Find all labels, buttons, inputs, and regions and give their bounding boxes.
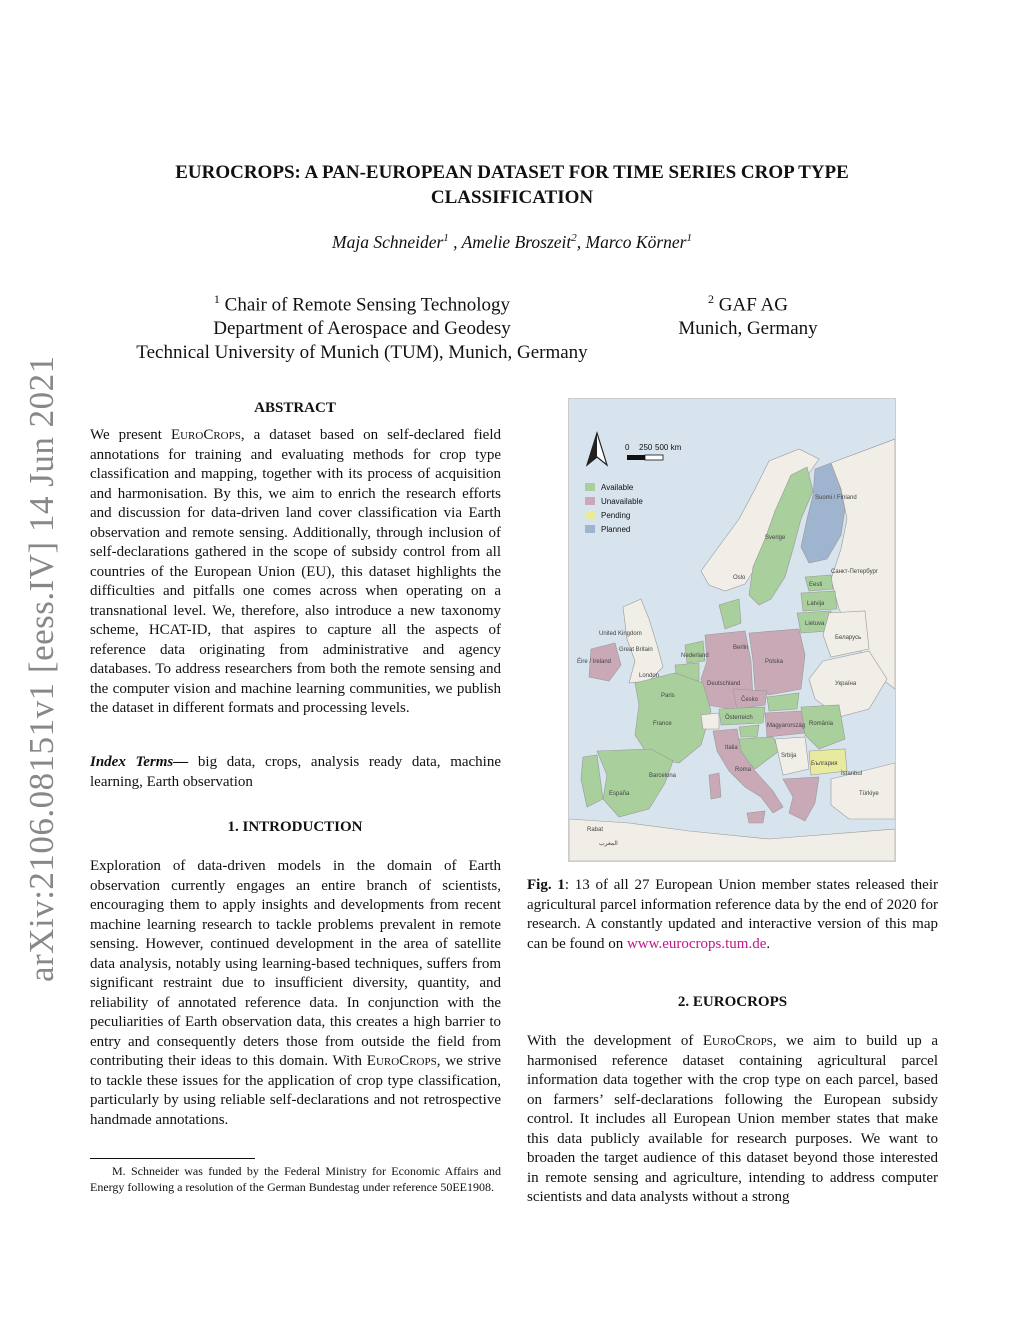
legend-label: Available xyxy=(601,483,634,492)
place-label: Suomi / Finland xyxy=(815,495,857,501)
index-terms: Index Terms— big data, crops, analysis ready data, machine learning, Earth observation xyxy=(90,754,501,790)
affiliation-line: Chair of Remote Sensing Technology xyxy=(224,294,511,316)
region-switzerland xyxy=(701,713,719,729)
place-label: Magyarország xyxy=(767,723,806,729)
affiliation-number: 2 xyxy=(708,292,715,306)
affiliation-line: Technical University of Munich (TUM), Munich, Germany xyxy=(136,342,588,364)
region-belarus xyxy=(823,611,869,657)
place-label: Nederland xyxy=(681,653,709,659)
place-label: Srbija xyxy=(781,753,797,759)
author-name: Amelie Broszeit xyxy=(461,232,572,252)
dataset-name: EuroCrops xyxy=(366,1053,437,1069)
scale-label: 0 xyxy=(625,443,630,452)
legend-swatch xyxy=(585,525,595,533)
place-label: Roma xyxy=(735,767,752,773)
region-sicily xyxy=(747,811,765,823)
legend-swatch xyxy=(585,511,595,519)
region-sardinia xyxy=(709,773,721,799)
footnote-rule xyxy=(90,1158,255,1159)
place-label: United Kingdom xyxy=(599,631,642,637)
place-label: Italia xyxy=(725,745,738,751)
legend-label: Unavailable xyxy=(601,497,643,506)
scale-label: 250 xyxy=(639,443,653,452)
place-label: Česko xyxy=(741,697,759,703)
place-label: Eesti xyxy=(809,582,823,588)
region-slovenia xyxy=(739,725,759,737)
legend-swatch xyxy=(585,483,595,491)
arxiv-identifier: arXiv:2106.08151v1 [eess.IV] 14 Jun 2021 xyxy=(22,355,61,982)
place-label: Sverige xyxy=(765,535,786,541)
place-label: Paris xyxy=(661,693,675,699)
affiliation-line: Munich, Germany xyxy=(678,318,818,340)
figure-label: Fig. 1 xyxy=(527,877,565,893)
abstract-text: We present EuroCrops, a dataset based on self-declared field annotations for training and evaluating methods for crop type classification and mapping, together with its process of acquisition and harmonisation. By this, we aim to enrich the research efforts and discussion for data-driven land cover classification via Earth observation and remote sensing. Additionally, through inclusion of self-declarations gathered in the scope of subsidy control from all countries of the European Union (EU), this dataset highlights the difficulties and pitfalls one comes across when operating on a transnational level. We, therefore, also introduce a new taxonomy scheme, HCAT-ID, that aspires to capture all the aspects of reference data originating from administrative and agency databases. To address researchers from both the remote sensing and the computer vision and machine learning communities, we publish the dataset in different formats and processing levels. xyxy=(90,427,501,716)
affiliation-1 xyxy=(100,287,624,365)
place-label: Lietuva xyxy=(805,621,825,627)
place-label: Україна xyxy=(835,681,857,687)
place-label: Rabat xyxy=(587,827,604,833)
author-name: Maja Schneider xyxy=(332,232,444,252)
place-label: Latvija xyxy=(807,601,825,607)
author-name: Marco Körner xyxy=(585,232,687,252)
place-label: Éire / Ireland xyxy=(577,659,612,665)
place-label: Berlin xyxy=(733,645,749,651)
place-label: România xyxy=(809,721,834,727)
eurocrops-website-link[interactable]: www.eurocrops.tum.de xyxy=(626,935,767,952)
place-label: المغرب xyxy=(599,841,618,847)
place-label: България xyxy=(811,761,838,767)
legend-label: Planned xyxy=(601,525,631,534)
affiliation-number: 1 xyxy=(213,292,220,306)
region-netherlands xyxy=(685,641,705,663)
place-label: Österreich xyxy=(725,715,753,721)
eurocrops-text: With the development of EuroCrops, we aim to build up a harmonised reference dataset containing agricultural parcel information data together with the crop type on each parcel, based on farmers’ self-declarations following the European subsidy control. It includes all European Union member states that make this data publicly available for research purposes. We want to broaden the target audience of this dataset beyond those interested in remote sensing and agriculture, intending to address computer scientists and data analysts without a strong xyxy=(527,1033,938,1205)
paper-title: EUROCROPS: A PAN-EUROPEAN DATASET FOR TIME SERIES CROP TYPE CLASSIFICATION xyxy=(175,162,849,208)
place-label: London xyxy=(639,673,660,679)
place-label: Polska xyxy=(765,659,784,665)
dataset-name: EuroCrops xyxy=(170,427,241,443)
legend-swatch xyxy=(585,497,595,505)
footnote: M. Schneider was funded by the Federal Ministry for Economic Affairs and Energy following a resolution of the German Bundestag under reference 50EE1908. xyxy=(90,1164,501,1194)
author-affiliation-mark: 1 xyxy=(443,232,449,245)
author-list: Maja Schneider$^1$ , Amelie Broszeit$^2$, Marco Körner$^1$ xyxy=(332,232,692,252)
scale-segment xyxy=(627,455,645,460)
scale-label: 500 km xyxy=(655,443,682,452)
eurocrops-heading: 2. EUROCROPS xyxy=(677,994,788,1010)
place-label: Great Britain xyxy=(619,647,653,653)
figure-caption: Fig. 1: 13 of all 27 European Union member states released their agricultural parcel information reference data by the end of 2020 for research. A constantly updated and interactive version of this map can be found on www.eurocrops.tum.de. xyxy=(527,877,938,952)
author-affiliation-mark: 1 xyxy=(686,232,692,245)
place-label: Barcelona xyxy=(649,773,677,779)
affiliation-line: Department of Aerospace and Geodesy xyxy=(213,318,511,340)
place-label: Deutschland xyxy=(707,681,741,687)
author-affiliation-mark: 2 xyxy=(571,232,577,245)
legend-label: Pending xyxy=(601,511,631,520)
dataset-name: EuroCrops xyxy=(702,1033,773,1049)
place-label: España xyxy=(609,791,630,797)
affiliation-2 xyxy=(648,287,848,341)
europe-data-availability-map xyxy=(568,398,896,862)
place-label: Oslo xyxy=(733,575,746,581)
index-terms-label: Index Terms— xyxy=(90,754,189,770)
place-label: Беларусь xyxy=(835,635,862,641)
place-label: Türkiye xyxy=(859,791,879,797)
introduction-heading: 1. INTRODUCTION xyxy=(227,819,363,835)
introduction-text: Exploration of data-driven models in the domain of Earth observation currently engages an entire branch of scientists, encouraging them to apply insights and developments from recent machine learning research to tackle problems prevalent in remote sensing. However, continued development in the area of satellite data analysis, notably using learning-based techniques, suffers from significant restraint due to insufficient diversity, quantity, and reliability of annotated reference data. In conjunction with the peculiarities of Earth observation data, this creates a high barrier to entry and consequently deters those from outside the field from contributing their ideas to this domain. With EuroCrops, we strive to tackle these issues for the application of crop type classification, particularly by using reliable self-declarations and not retrospective handmade annotations. xyxy=(90,858,501,1128)
place-label: Санкт-Петербург xyxy=(831,569,879,575)
scale-segment xyxy=(645,455,663,460)
place-label: France xyxy=(653,721,672,727)
place-label: İstanbul xyxy=(841,771,863,777)
abstract-heading: ABSTRACT xyxy=(254,400,336,416)
affiliation-line: GAF AG xyxy=(718,294,788,316)
